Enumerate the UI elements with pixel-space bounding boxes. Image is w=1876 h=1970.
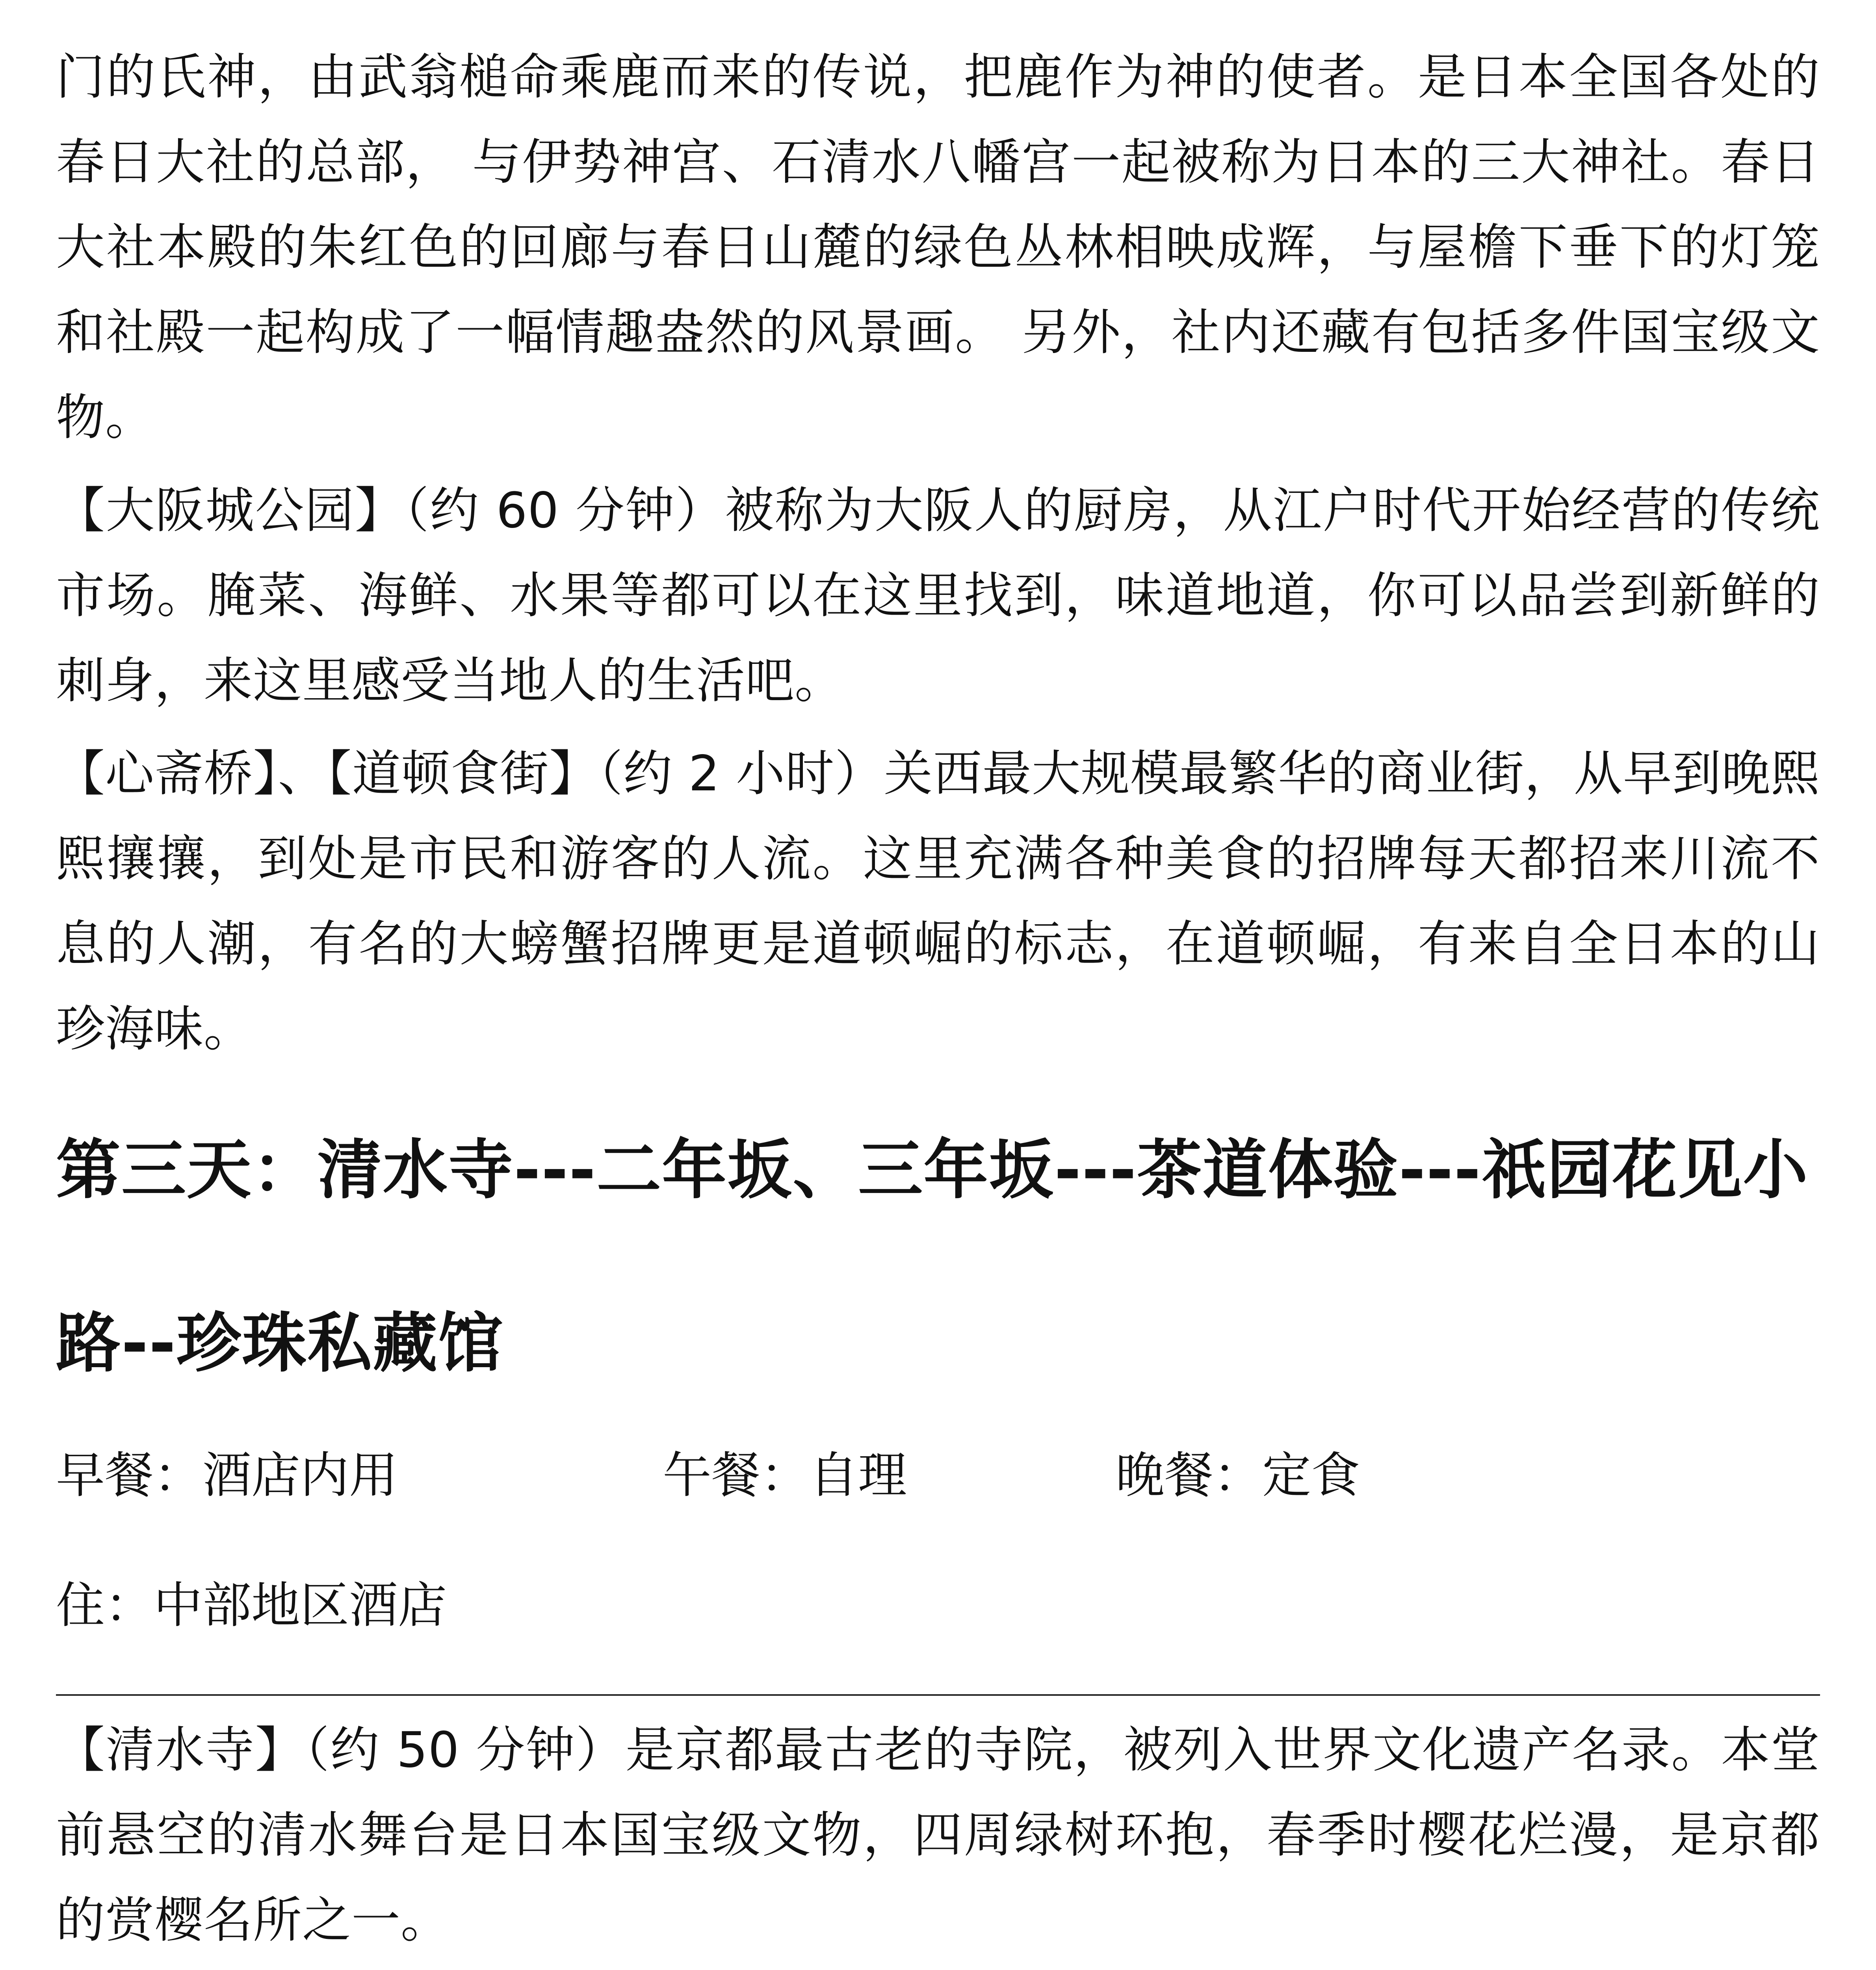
- document-content: [56, 35, 1820, 1970]
- paragraph-shinsaibashi-dotonbori: 【心斋桥】、【道顿食街】（约 2 小时）关西最大规模最繁华的商业街，从早到晚熙熙攘攘，到处是市民和游客的人流。这里充满各种美食的招牌每天都招来川流不息的人潮，有名的大螃蟹招牌更是道顿崛的标志，在道顿崛，有来自全日本的山珍海味。: [56, 745, 1820, 1057]
- intro-section: [56, 35, 1820, 1072]
- paragraph-kasuga-taisha: 门的氏神，由武翁槌命乘鹿而来的传说，把鹿作为神的使者。是日本全国各处的春日大社的总部， 与伊势神宫、石清水八幡宫一起被称为日本的三大神社。春日大社本殿的朱红色的回廊与春日山麓的绿色丛林相映成辉，与屋檐下垂下的灯笼和社殿一起构成了一幅情趣盎然的风景画。 另外，社内还藏有包括多件国宝级文物。: [56, 49, 1820, 446]
- paragraph-osaka-castle-park: 【大阪城公园】（约 60 分钟）被称为大阪人的厨房，从江户时代开始经营的传统市场。腌菜、海鲜、水果等都可以在这里找到，味道地道，你可以品尝到新鲜的刺身，来这里感受当地人的生活吧。: [56, 482, 1820, 709]
- day3-heading: 第三天：清水寺---二年坂、三年坂---茶道体验---祇园花见小路--珍珠私藏馆: [56, 1132, 1809, 1381]
- meal-lunch: 午餐：自理: [663, 1447, 907, 1504]
- section-divider: [56, 1694, 1820, 1696]
- paragraph-kiyomizu-dera: 【清水寺】（约 50 分钟）是京都最古老的寺院，被列入世界文化遗产名录。本堂前悬空的清水舞台是日本国宝级文物，四周绿树环抱，春季时樱花烂漫，是京都的赏樱名所之一。: [56, 1722, 1820, 1949]
- day3-accommodation: 住：中部地区酒店: [56, 1577, 447, 1634]
- meal-dinner: 晚餐：定食: [1116, 1447, 1360, 1504]
- day3-itinerary: [56, 1708, 1820, 1970]
- day3-meals: [56, 1430, 1820, 1521]
- meal-breakfast: 早餐：酒店内用: [56, 1447, 398, 1504]
